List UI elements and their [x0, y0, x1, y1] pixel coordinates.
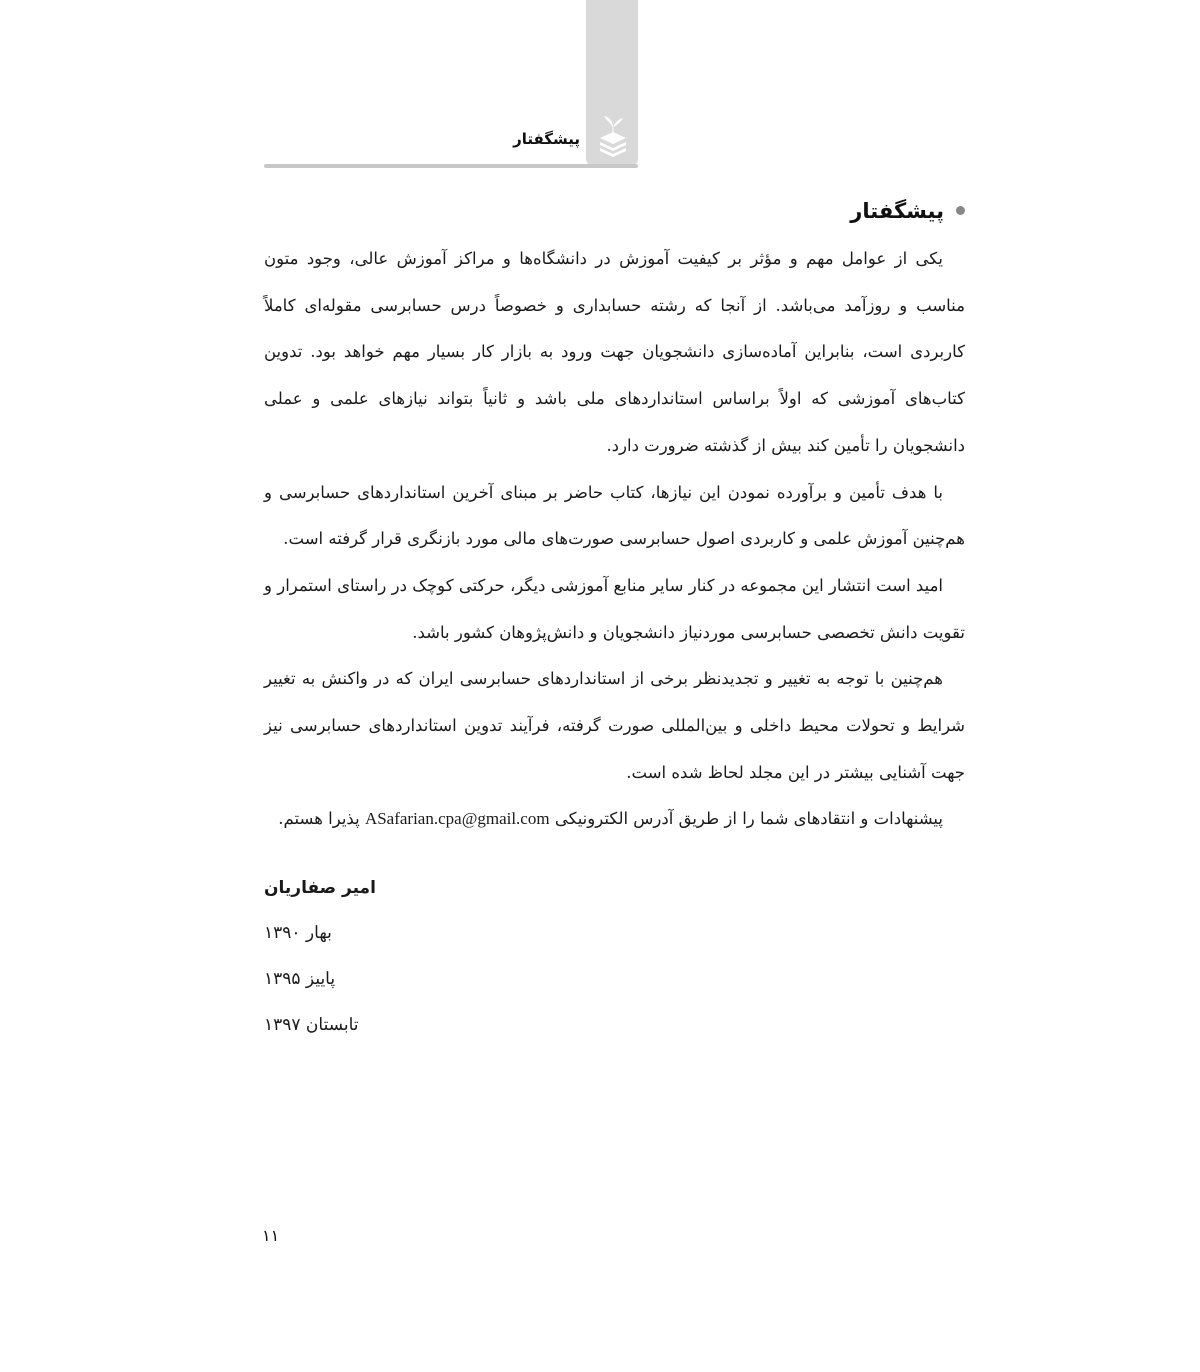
edition-date: پاییز ۱۳۹۵	[264, 969, 336, 989]
contact-text-before: پیشنهادات و انتقادهای شما را از طریق آدرس الکترونیکی	[549, 809, 943, 829]
header-rule	[264, 164, 638, 168]
paragraph: امید است انتشار این مجموعه در کنار سایر منابع آموزشی دیگر، حرکتی کوچک در راستای استمرار و تقویت دانش تخصصی حسابرسی موردنیاز دانشجویان و دانش‌پژوهان کشور باشد.	[264, 575, 965, 642]
section-heading	[700, 199, 965, 223]
paragraph: با هدف تأمین و برآورده نمودن این نیازها، کتاب حاضر بر مبنای آخرین استانداردهای حسابرسی و هم‌چنین آموزش علمی و کاربردی اصول حسابرسی صورت‌های مالی مورد بازنگری قرار گرفته است.	[264, 482, 965, 549]
running-title: پیشگفتار	[513, 130, 580, 148]
contact-text-after: پذیرا هستم.	[278, 809, 365, 829]
page-number: ۱۱	[262, 1226, 280, 1245]
section-heading-text: پیشگفتار	[850, 199, 944, 223]
body-text	[264, 236, 965, 843]
paragraph-contact	[264, 796, 965, 843]
edition-date: بهار ۱۳۹۰	[264, 923, 332, 943]
book-stack-plant-icon	[596, 108, 630, 158]
bullet-icon	[956, 206, 965, 215]
signature-block	[264, 866, 564, 1048]
edition-date: تابستان ۱۳۹۷	[264, 1015, 359, 1035]
author-name: امیر صفاریان	[264, 878, 376, 898]
email-address: ASafarian.cpa@gmail.com	[364, 809, 550, 829]
paragraph: یکی از عوامل مهم و مؤثر بر کیفیت آموزش در دانشگاه‌ها و مراکز آموزش عالی، وجود متون مناسب و روزآمد می‌باشد. از آنجا که رشته حسابداری و خصوصاً درس حسابرسی مقوله‌ای کاملاً کاربردی است، بنابراین آماده‌سازی دانشجویان جهت ورود به بازار کار بسیار مهم خواهد بود. تدوین کتاب‌های آموزشی که اولاً براساس استانداردهای ملی باشد و ثانیاً بتواند نیازهای علمی و عملی دانشجویان را تأمین کند بیش از گذشته ضرورت دارد.	[264, 249, 965, 455]
paragraph: هم‌چنین با توجه به تغییر و تجدیدنظر برخی از استانداردهای حسابرسی ایران که در واکنش به تغییر شرایط و تحولات محیط داخلی و بین‌المللی صورت گرفته، فرآیند تدوین استانداردهای حسابرسی نیز جهت آشنایی بیشتر در این مجلد لحاظ شده است.	[264, 669, 965, 782]
